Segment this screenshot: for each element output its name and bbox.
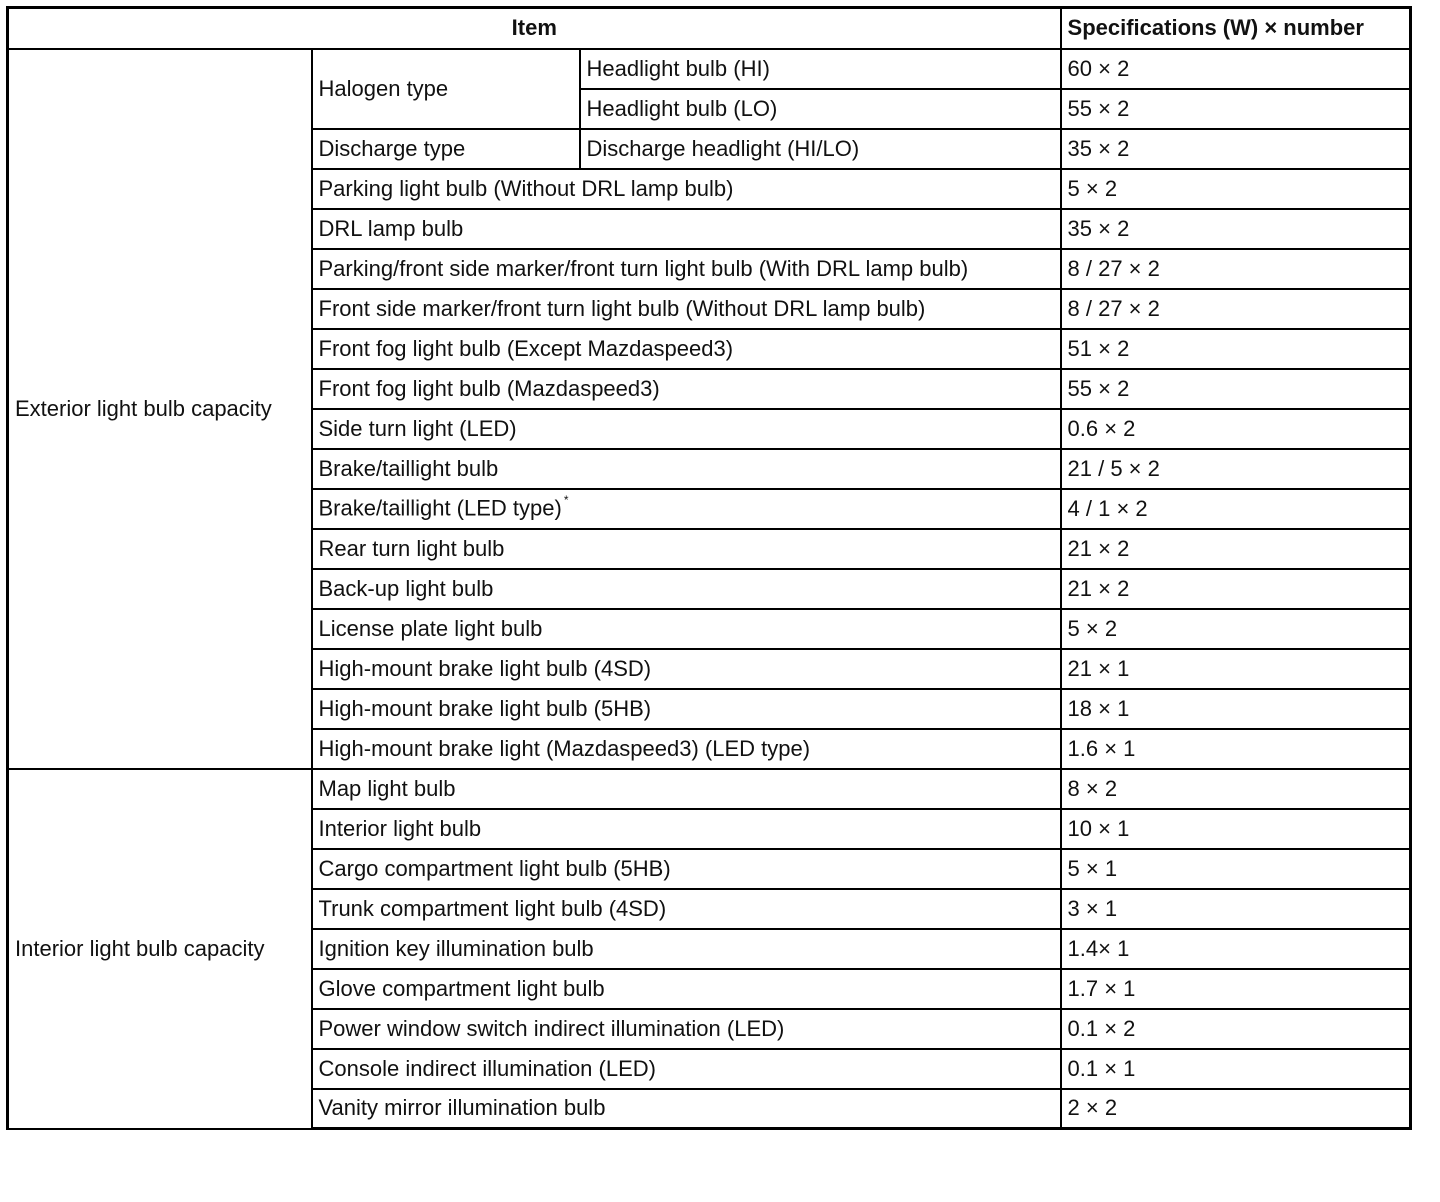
spec-cell: 8 / 27 × 2 <box>1061 289 1411 329</box>
item-label: Parking light bulb (Without DRL lamp bulb) <box>318 175 734 201</box>
spec-cell: 8 / 27 × 2 <box>1061 249 1411 289</box>
spec-cell: 4 / 1 × 2 <box>1061 489 1411 529</box>
item-cell <box>312 889 1061 929</box>
item-cell <box>312 529 1061 569</box>
item-label: Cargo compartment light bulb (5HB) <box>318 855 671 881</box>
spec-cell: 55 × 2 <box>1061 89 1411 129</box>
spec-cell: 1.7 × 1 <box>1061 969 1411 1009</box>
spec-cell: 21 / 5 × 2 <box>1061 449 1411 489</box>
item-cell <box>312 369 1061 409</box>
spec-cell: 2 × 2 <box>1061 1089 1411 1129</box>
spec-cell: 0.6 × 2 <box>1061 409 1411 449</box>
item-label: Glove compartment light bulb <box>318 975 605 1001</box>
spec-cell: 0.1 × 1 <box>1061 1049 1411 1089</box>
item-cell <box>312 1009 1061 1049</box>
item-label: License plate light bulb <box>318 615 543 641</box>
item-cell <box>312 209 1061 249</box>
item-label: DRL lamp bulb <box>318 215 464 241</box>
footnote-marker: * <box>563 493 569 508</box>
item-cell <box>312 409 1061 449</box>
spec-cell: 0.1 × 2 <box>1061 1009 1411 1049</box>
item-label: High-mount brake light (Mazdaspeed3) (LED type) <box>318 735 811 761</box>
item-label: Power window switch indirect illumination (LED) <box>318 1015 785 1041</box>
spec-cell: 35 × 2 <box>1061 129 1411 169</box>
item-cell <box>312 569 1061 609</box>
table-header-row <box>8 8 1411 49</box>
spec-cell: 35 × 2 <box>1061 209 1411 249</box>
item-label: Vanity mirror illumination bulb <box>318 1095 606 1121</box>
item-label: Front side marker/front turn light bulb (Without DRL lamp bulb) <box>318 295 926 321</box>
spec-cell: 60 × 2 <box>1061 49 1411 89</box>
item-cell <box>312 329 1061 369</box>
header-item: Item <box>8 8 1061 49</box>
item-label: Side turn light (LED) <box>318 415 517 441</box>
item-label: Rear turn light bulb <box>318 535 505 561</box>
bulb-specifications-table <box>6 6 1412 1130</box>
spec-cell: 5 × 2 <box>1061 609 1411 649</box>
spec-cell: 18 × 1 <box>1061 689 1411 729</box>
item-cell: Headlight bulb (HI) <box>580 49 1061 89</box>
spec-cell: 1.6 × 1 <box>1061 729 1411 769</box>
item-cell <box>312 969 1061 1009</box>
item-label: Back-up light bulb <box>318 575 494 601</box>
item-label: Trunk compartment light bulb (4SD) <box>318 895 667 921</box>
subcategory-discharge: Discharge type <box>312 129 580 169</box>
spec-cell: 21 × 2 <box>1061 529 1411 569</box>
category-exterior: Exterior light bulb capacity <box>8 49 312 769</box>
item-cell <box>312 929 1061 969</box>
table-row <box>8 769 1411 809</box>
spec-cell: 8 × 2 <box>1061 769 1411 809</box>
item-cell <box>312 1089 1061 1129</box>
spec-cell: 3 × 1 <box>1061 889 1411 929</box>
spec-cell: 51 × 2 <box>1061 329 1411 369</box>
item-label: Front fog light bulb (Mazdaspeed3) <box>318 375 660 401</box>
table-row <box>8 49 1411 89</box>
item-label: Console indirect illumination (LED) <box>318 1055 656 1081</box>
item-cell <box>312 769 1061 809</box>
item-cell <box>312 249 1061 289</box>
subcategory-halogen: Halogen type <box>312 49 580 129</box>
item-label: High-mount brake light bulb (5HB) <box>318 695 652 721</box>
item-cell <box>312 809 1061 849</box>
spec-cell: 1.4× 1 <box>1061 929 1411 969</box>
item-cell: Discharge headlight (HI/LO) <box>580 129 1061 169</box>
spec-cell: 10 × 1 <box>1061 809 1411 849</box>
item-label: Interior light bulb <box>318 815 482 841</box>
item-cell <box>312 169 1061 209</box>
item-label: Ignition key illumination bulb <box>318 935 594 961</box>
spec-cell: 5 × 1 <box>1061 849 1411 889</box>
table-body <box>8 49 1411 1129</box>
item-label: Front fog light bulb (Except Mazdaspeed3) <box>318 335 734 361</box>
category-interior: Interior light bulb capacity <box>8 769 312 1129</box>
item-cell <box>312 609 1061 649</box>
item-cell <box>312 1049 1061 1089</box>
item-cell <box>312 849 1061 889</box>
item-label: Brake/taillight (LED type) <box>318 495 562 521</box>
item-cell <box>312 689 1061 729</box>
item-cell <box>312 449 1061 489</box>
item-cell <box>312 289 1061 329</box>
item-cell: Headlight bulb (LO) <box>580 89 1061 129</box>
spec-cell: 21 × 1 <box>1061 649 1411 689</box>
item-label: High-mount brake light bulb (4SD) <box>318 655 652 681</box>
spec-cell: 21 × 2 <box>1061 569 1411 609</box>
spec-cell: 55 × 2 <box>1061 369 1411 409</box>
item-cell <box>312 729 1061 769</box>
item-label: Map light bulb <box>318 775 456 801</box>
item-cell <box>312 649 1061 689</box>
item-cell <box>312 489 1061 529</box>
spec-cell: 5 × 2 <box>1061 169 1411 209</box>
header-specifications: Specifications (W) × number <box>1061 8 1411 49</box>
item-label: Brake/taillight bulb <box>318 455 499 481</box>
item-label: Parking/front side marker/front turn light bulb (With DRL lamp bulb) <box>318 255 969 281</box>
